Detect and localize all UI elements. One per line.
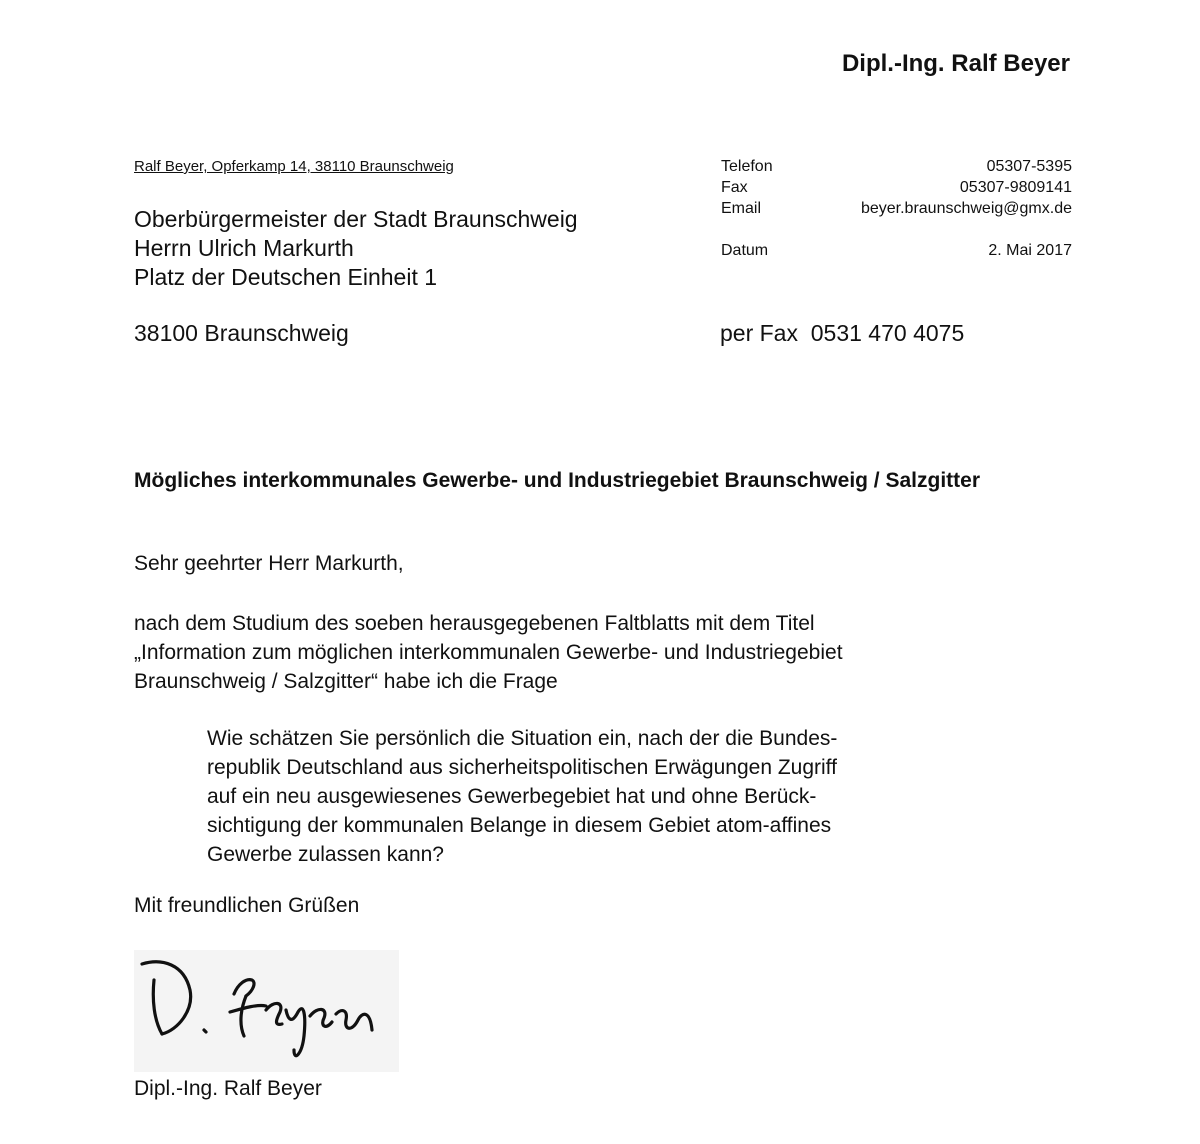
body-line: Braunschweig / Salzgitter“ habe ich die Frage <box>134 670 558 693</box>
recipient-line: Platz der Deutschen Einheit 1 <box>134 264 438 290</box>
contact-row-email <box>721 198 1072 219</box>
contact-row-fax <box>721 177 1072 198</box>
body-paragraph <box>134 609 843 696</box>
fax-label: Fax <box>721 179 748 196</box>
question-line: Wie schätzen Sie persönlich die Situation ein, nach der die Bundes- <box>207 727 838 750</box>
date-label: Datum <box>721 242 769 259</box>
closing: Mit freundlichen Grüßen <box>134 894 360 917</box>
phone-label: Telefon <box>721 158 773 175</box>
body-line: nach dem Studium des soeben herausgegebenen Faltblatts mit dem Titel <box>134 612 815 635</box>
body-line: „Information zum möglichen interkommunalen Gewerbe- und Industriegebiet <box>134 641 843 664</box>
subject-line: Mögliches interkommunales Gewerbe- und Industriegebiet Braunschweig / Salzgitter <box>134 469 980 492</box>
fax-transmission-line: per Fax 0531 470 4075 <box>720 320 965 346</box>
recipient-address <box>134 205 578 292</box>
question-block <box>207 724 837 869</box>
recipient-line: Oberbürgermeister der Stadt Braunschweig <box>134 206 578 232</box>
phone-value: 05307-5395 <box>986 158 1072 175</box>
letterhead-name: Dipl.-Ing. Ralf Beyer <box>841 50 1070 77</box>
recipient-city: 38100 Braunschweig <box>134 320 349 346</box>
contact-info <box>721 156 1072 261</box>
signature-drawing <box>134 950 399 1072</box>
question-line: sichtigung der kommunalen Belange in diesem Gebiet atom-affines <box>207 814 832 837</box>
email-value: beyer.braunschweig@gmx.de <box>860 200 1072 217</box>
handwritten-signature <box>134 950 399 1072</box>
contact-row-phone <box>721 156 1072 177</box>
signatory-name: Dipl.-Ing. Ralf Beyer <box>134 1077 322 1100</box>
sender-address-line: Ralf Beyer, Opferkamp 14, 38110 Braunschweig <box>134 158 454 175</box>
contact-row-date <box>721 240 1072 261</box>
salutation: Sehr geehrter Herr Markurth, <box>134 552 404 575</box>
email-label: Email <box>721 200 762 217</box>
date-value: 2. Mai 2017 <box>988 242 1072 259</box>
fax-value: 05307-9809141 <box>959 179 1072 196</box>
question-line: republik Deutschland aus sicherheitspolitischen Erwägungen Zugriff <box>207 756 837 779</box>
question-line: Gewerbe zulassen kann? <box>207 843 444 866</box>
recipient-line: Herrn Ulrich Markurth <box>134 235 354 261</box>
question-line: auf ein neu ausgewiesenes Gewerbegebiet hat und ohne Berück- <box>207 785 817 808</box>
